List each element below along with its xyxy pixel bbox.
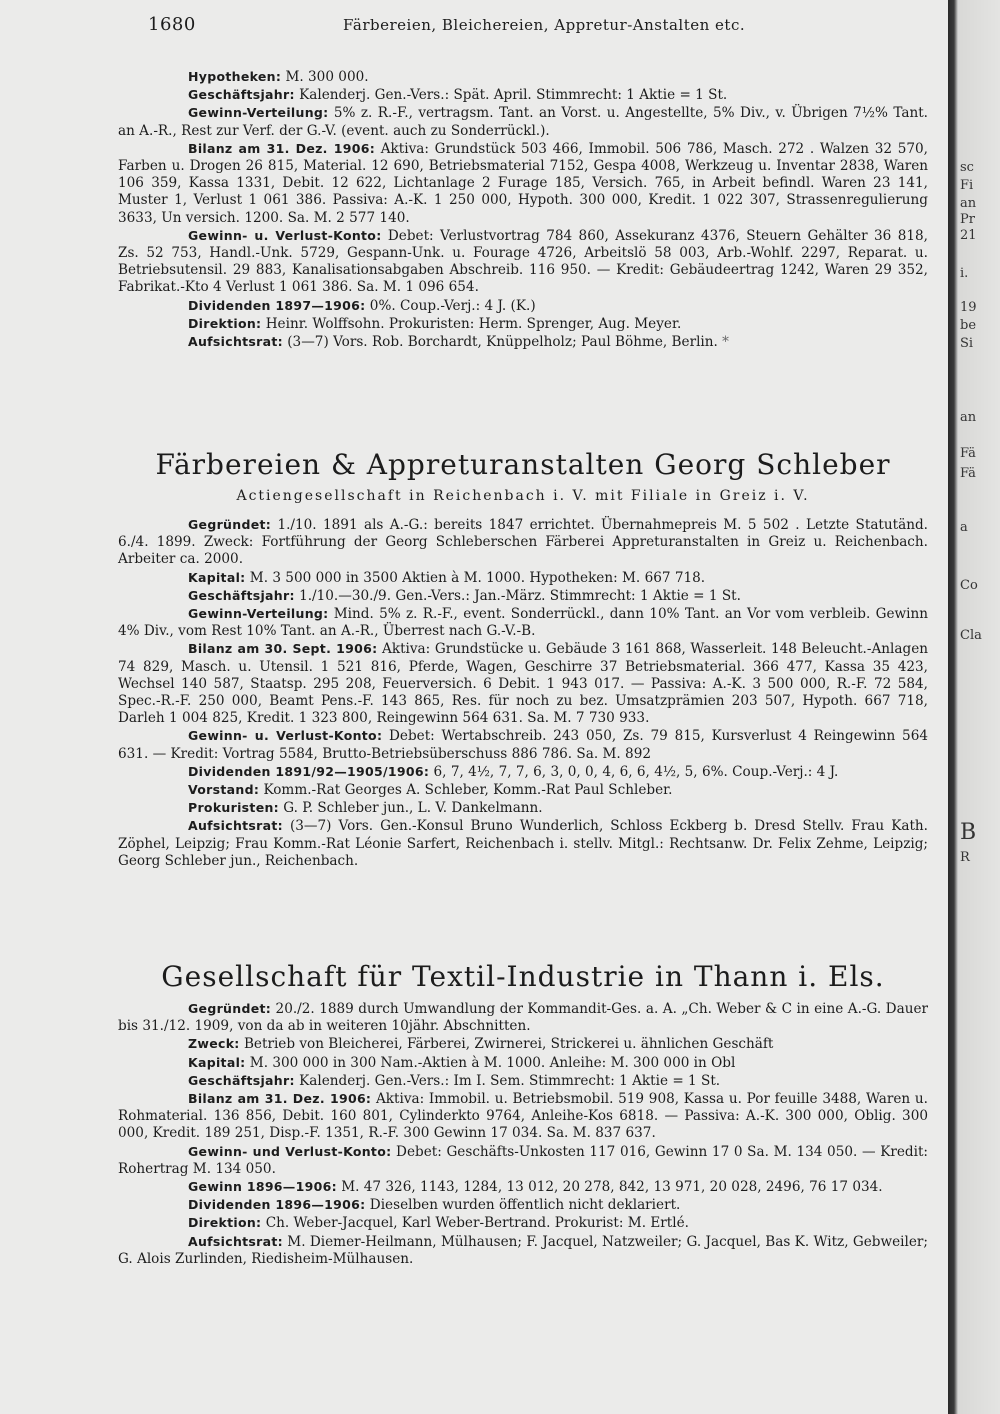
page-header bbox=[148, 14, 928, 40]
running-title: Färbereien, Bleichereien, Appretur-Anstalten etc. bbox=[343, 16, 746, 34]
entry-3-line: Bilanz am 31. Dez. 1906: Aktiva: Immobil. u. Betriebsmobil. 519 908, Kassa u. Por feuille 3488, Waren u. Rohmaterial. 136 856, Debit. 160 801, Cylinderkto 9764, Anleihe-Kos 6818. — Passiva: A.-K. 300 000, Oblig. 300 000, Kredit. 189 251, Disp.-F. 1351, R.-F. 300 Gewinn 17 034. Sa. M. 837 637. bbox=[118, 1091, 928, 1142]
margin-fragment: R bbox=[960, 850, 970, 865]
margin-fragment: be bbox=[960, 318, 977, 333]
star-mark: * bbox=[722, 334, 729, 351]
margin-fragment: Fi bbox=[960, 178, 974, 193]
entry-2-line: Bilanz am 30. Sept. 1906: Aktiva: Grundstücke u. Gebäude 3 161 868, Wasserleit. 148 Beleucht.-Anlagen 74 829, Masch. u. Utensil. 1 521 816, Pferde, Wagen, Geschirre 37 Betriebsmaterial. 366 477, Kassa 35 423, Wechsel 140 587, Staatsp. 295 208, Feuerversich. 6 Debit. 1 943 017. — Passiva: A.-K. 3 500 000, R.-F. 72 584, Spec.-R.-F. 250 000, Beamt Pens.-F. 143 865, Res. für noch zu bez. Umsatzprämien 203 507, Hypoth. 667 718, Darleh 1 004 825, Kredit. 1 323 800, Reingewinn 564 631. Sa. M. 7 730 933. bbox=[118, 641, 928, 727]
entry-3 bbox=[118, 1000, 928, 1268]
margin-fragment: B bbox=[960, 820, 977, 845]
entry-1-line: Geschäftsjahr: Kalenderj. Gen.-Vers.: Spät. April. Stimmrecht: 1 Aktie = 1 St. bbox=[188, 87, 728, 104]
entry-1-line: Dividenden 1897—1906: 0%. Coup.-Verj.: 4 J. (K.) bbox=[188, 297, 536, 314]
entry-2-line: Dividenden 1891/92—1905/1906: 6, 7, 4½, 7, 7, 6, 3, 0, 0, 4, 6, 6, 4½, 5, 6%. Coup.-Verj.: 4 J. bbox=[188, 763, 839, 780]
entry-2-line: Gegründet: 1./10. 1891 als A.-G.: bereits 1847 errichtet. Übernahmepreis M. 5 502 . Letzte Statutänd. 6./4. 1899. Zweck: Fortführung der Georg Schleberschen Färberei Appreturanstalten in Greiz u. Reichenbach. Arbeiter ca. 2000. bbox=[118, 517, 928, 568]
entry-3-line: Direktion: Ch. Weber-Jacquel, Karl Weber-Bertrand. Prokurist: M. Ertlé. bbox=[188, 1215, 689, 1232]
entry-2-line: Prokuristen: G. P. Schleber jun., L. V. Dankelmann. bbox=[188, 800, 543, 817]
company-title-thann: Gesellschaft für Textil-Industrie in Thann i. Els. bbox=[161, 960, 885, 993]
entry-1-line: Gewinn-Verteilung: 5% z. R.-F., vertragsm. Tant. an Vorst. u. Angestellte, 5% Div., v. Übrigen 7½% Tant. an A.-R., Rest zur Verf. der G.-V. (event. auch zu Sonderrückl.). bbox=[118, 105, 928, 139]
entry-1-line: Bilanz am 31. Dez. 1906: Aktiva: Grundstück 503 466, Immobil. 506 786, Masch. 272 . Walzen 32 570, Farben u. Drogen 26 815, Material. 12 690, Betriebsmaterial 7152, Gespa 4008, Werkzeug u. Inventar 2838, Waren 106 359, Kassa 1331, Debit. 12 622, Lichtanlage 2 Furage 185, Versich. 765, in Arbeit befindl. Waren 23 141, Muster 1, Verlust 1 061 386. Passiva: A.-K. 1 250 000, Hypoth. 300 000, Kredit. 1 022 307, Strassenregulierung 3633, Un versich. 1200. Sa. M. 2 577 140. bbox=[118, 140, 928, 226]
margin-fragment: i. bbox=[960, 266, 969, 281]
entry-1 bbox=[118, 68, 928, 351]
entry-3-line: Dividenden 1896—1906: Dieselben wurden öffentlich nicht deklariert. bbox=[188, 1197, 681, 1214]
company-title-schleber: Färbereien & Appreturanstalten Georg Schleber bbox=[155, 448, 891, 481]
entry-1-line: Direktion: Heinr. Wolffsohn. Prokuristen: Herm. Sprenger, Aug. Meyer. bbox=[188, 315, 682, 332]
entry-2 bbox=[118, 516, 928, 870]
margin-fragment: an bbox=[960, 410, 977, 425]
entry-3-line: Gegründet: 20./2. 1889 durch Umwandlung der Kommandit-Ges. a. A. „Ch. Weber & C in eine A.-G. Dauer bis 31./12. 1909, von da ab in weiteren 10jähr. Abschnitten. bbox=[118, 1001, 928, 1035]
entry-3-line: Aufsichtsrat: M. Diemer-Heilmann, Mülhausen; F. Jacquel, Natzweiler; G. Jacquel, Bas K. Witz, Gebweiler; G. Alois Zurlinden, Riedisheim-Mülhausen. bbox=[118, 1233, 928, 1267]
entry-3-line: Gewinn- und Verlust-Konto: Debet: Geschäfts-Unkosten 117 016, Gewinn 17 0 Sa. M. 134 050. — Kredit: Rohertrag M. 134 050. bbox=[118, 1143, 928, 1177]
margin-fragment: Fä bbox=[960, 466, 976, 481]
entry-2-line: Geschäftsjahr: 1./10.—30./9. Gen.-Vers.: Jan.-März. Stimmrecht: 1 Aktie = 1 St. bbox=[188, 587, 741, 604]
margin-fragment: 19 bbox=[960, 300, 977, 315]
adjacent-page-edge bbox=[948, 0, 1000, 1414]
page-number: 1680 bbox=[148, 14, 196, 35]
entry-3-line: Geschäftsjahr: Kalenderj. Gen.-Vers.: Im I. Sem. Stimmrecht: 1 Aktie = 1 St. bbox=[188, 1072, 721, 1089]
entry-2-line: Gewinn- u. Verlust-Konto: Debet: Wertabschreib. 243 050, Zs. 79 815, Kursverlust 4 Reingewinn 564 631. — Kredit: Vortrag 5584, Brutto-Betriebsüberschuss 886 786. Sa. M. 892 bbox=[118, 728, 928, 762]
company-subtitle-schleber: Actiengesellschaft in Reichenbach i. V. mit Filiale in Greiz i. V. bbox=[236, 488, 810, 504]
entry-2-line: Gewinn-Verteilung: Mind. 5% z. R.-F., event. Sonderrückl., dann 10% Tant. an Vor vom verbleib. Gewinn 4% Div., vom Rest 10% Tant. an A.-R., Überrest nach G.-V.-B. bbox=[118, 606, 928, 640]
margin-fragment: Fä bbox=[960, 446, 976, 461]
entry-1-line: Hypotheken: M. 300 000. bbox=[188, 69, 369, 85]
margin-fragment: Cla bbox=[960, 628, 982, 643]
margin-fragment: a bbox=[960, 520, 968, 535]
margin-fragment: Pr bbox=[960, 212, 975, 227]
margin-fragment: 21 bbox=[960, 228, 977, 243]
margin-fragment: Co bbox=[960, 578, 978, 593]
margin-fragment: Si bbox=[960, 336, 974, 351]
entry-3-line: Kapital: M. 300 000 in 300 Nam.-Aktien à M. 1000. Anleihe: M. 300 000 in Obl bbox=[188, 1054, 736, 1071]
entry-2-line: Aufsichtsrat: (3—7) Vors. Gen.-Konsul Bruno Wunderlich, Schloss Eckberg b. Dresd Stellv. Frau Kath. Zöphel, Leipzig; Frau Komm.-Rat Léonie Sarfert, Reichenbach i. stellv. Mitgl.: Rechtsanw. Dr. Felix Zehme, Leipzig; Georg Schleber jun., Reichenbach. bbox=[118, 818, 928, 869]
entry-2-line: Vorstand: Komm.-Rat Georges A. Schleber, Komm.-Rat Paul Schleber. bbox=[188, 782, 673, 799]
entry-1-line: Gewinn- u. Verlust-Konto: Debet: Verlustvortrag 784 860, Assekuranz 4376, Steuern Gehälter 36 818, Zs. 52 753, Handl.-Unk. 5729, Gespann-Unk. u. Fourage 4726, Arbeitslö 58 003, Arb.-Wohlf. 2297, Reparat. u. Betriebsutensil. 29 883, Kanalisationsabgaben Abschreib. 116 950. — Kredit: Gebäudeertrag 1242, Waren 29 352, Fabrikat.-Kto 4 Verlust 1 061 386. Sa. M. 1 096 654. bbox=[118, 227, 928, 296]
entry-3-line: Zweck: Betrieb von Bleicherei, Färberei, Zwirnerei, Strickerei u. ähnlichen Geschäft bbox=[188, 1036, 774, 1053]
entry-1-line: Aufsichtsrat: (3—7) Vors. Rob. Borchardt, Knüppelholz; Paul Böhme, Berlin. * bbox=[188, 334, 729, 351]
entry-2-line: Kapital: M. 3 500 000 in 3500 Aktien à M. 1000. Hypotheken: M. 667 718. bbox=[188, 569, 706, 586]
margin-fragment: an bbox=[960, 196, 977, 211]
margin-fragment: sc bbox=[960, 160, 974, 175]
entry-3-line: Gewinn 1896—1906: M. 47 326, 1143, 1284, 13 012, 20 278, 842, 13 971, 20 028, 2496, 76 17 034. bbox=[188, 1179, 883, 1196]
